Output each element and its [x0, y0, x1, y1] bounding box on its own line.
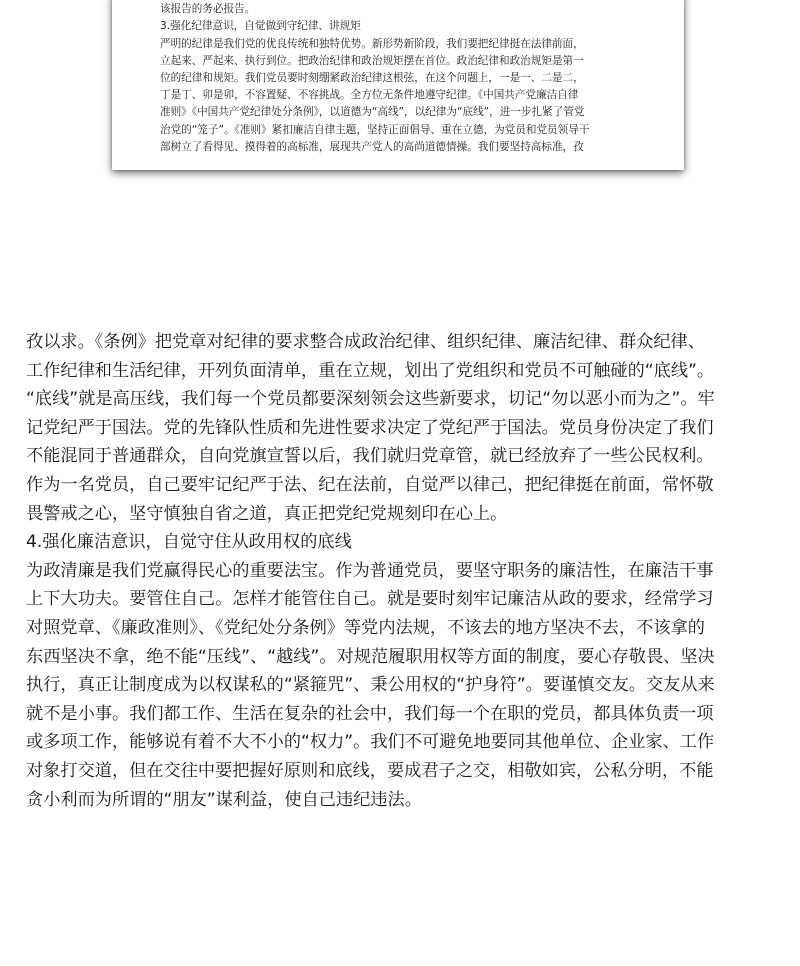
preview-line: 治党的“笼子”。《准则》紧扣廉洁自律主题，坚持正面倡导、重在立德，为党员和党员领导干 [160, 123, 590, 136]
preview-line: 准则》《中国共产党纪律处分条例》，以道德为“高线”，以纪律为“底线”，进一步扎紧了管党 [160, 106, 585, 119]
body-line: 记党纪严于国法。党的先锋队性质和先进性要求决定了党纪严于国法。党员身份决定了我们 [26, 417, 714, 438]
body-line: 执行，真正让制度成为以权谋私的“紧箍咒”、秉公用权的“护身符”。要谨慎交友。交友从来 [26, 675, 715, 696]
body-line: 孜以求。《条例》把党章对纪律的要求整合成政治纪律、组织纪律、廉洁纪律、群众纪律、 [26, 332, 705, 352]
body-text-block [26, 328, 778, 814]
preview-text-block [160, 0, 646, 156]
body-line: 为政清廉是我们党赢得民心的重要法宝。作为普通党员，要坚守职务的廉洁性，在廉洁干事 [26, 560, 714, 581]
body-line: 东西坚决不拿，绝不能“压线”、“越线”。对规范履职用权等方面的制度，要心存敬畏、坚决 [26, 646, 715, 667]
body-line: 或多项工作，能够说有着不大不小的“权力”。我们不可避免地要同其他单位、企业家、工作 [26, 732, 715, 753]
body-line: 对象打交道，但在交往中要把握好原则和底线，要成君子之交，相敬如宾，公私分明，不能 [26, 760, 714, 781]
preview-line: 严明的纪律是我们党的优良传统和独特优势。新形势新阶段，我们要把纪律挺在法律前面， [160, 37, 584, 50]
preview-line: 立起来、严起来、执行到位。把政治纪律和政治规矩摆在首位。政治纪律和政治规矩是第一 [160, 54, 584, 67]
preview-line: 该报告的务必报告。 [160, 3, 256, 16]
body-line: 上下大功夫。要管住自己。怎样才能管住自己。就是要时刻牢记廉洁从政的要求，经常学习 [26, 589, 714, 610]
body-line: “底线”就是高压线，我们每一个党员都要深刻领会这些新要求，切记“勿以恶小而为之”。牢 [26, 389, 715, 410]
body-line: 对照党章、《廉政准则》、《党纪处分条例》等党内法规，不该去的地方坚决不去，不该拿的 [26, 617, 705, 638]
preview-heading: 3.强化纪律意识，自觉做到守纪律、讲规矩 [160, 20, 361, 33]
body-line: 就不是小事。我们都工作、生活在复杂的社会中，我们每一个在职的党员，都具体负责一项 [26, 703, 714, 724]
body-line: 贪小利而为所谓的“朋友”谋利益，使自己违纪违法。 [26, 789, 422, 810]
body-line: 作为一名党员，自己要牢记纪严于法、纪在法前，自觉严以律己，把纪律挺在前面，常怀敬 [26, 474, 714, 495]
section-heading: 4.强化廉洁意识，自觉守住从政用权的底线 [26, 532, 352, 553]
preview-line: 部树立了看得见、摸得着的高标准，展现共产党人的高尚道德情操。我们要坚持高标准，孜 [160, 140, 584, 153]
body-line: 不能混同于普通群众，自向党旗宣誓以后，我们就归党章管，就已经放弃了一些公民权利。 [26, 446, 714, 467]
body-line: 畏警戒之心，坚守慎独自省之道，真正把党纪党规刻印在心上。 [26, 503, 508, 524]
preview-line: 位的纪律和规矩。我们党员要时刻绷紧政治纪律这根弦，在这个问题上，一是一、二是二， [160, 71, 584, 84]
document-page-preview [112, 0, 684, 170]
preview-line: 丁是丁、卯是卯，不容置疑、不容挑战。全方位无条件地遵守纪律。《中国共产党廉洁自律 [160, 89, 579, 102]
body-line: 工作纪律和生活纪律，开列负面清单，重在立规，划出了党组织和党员不可触碰的“底线”。 [26, 360, 715, 381]
